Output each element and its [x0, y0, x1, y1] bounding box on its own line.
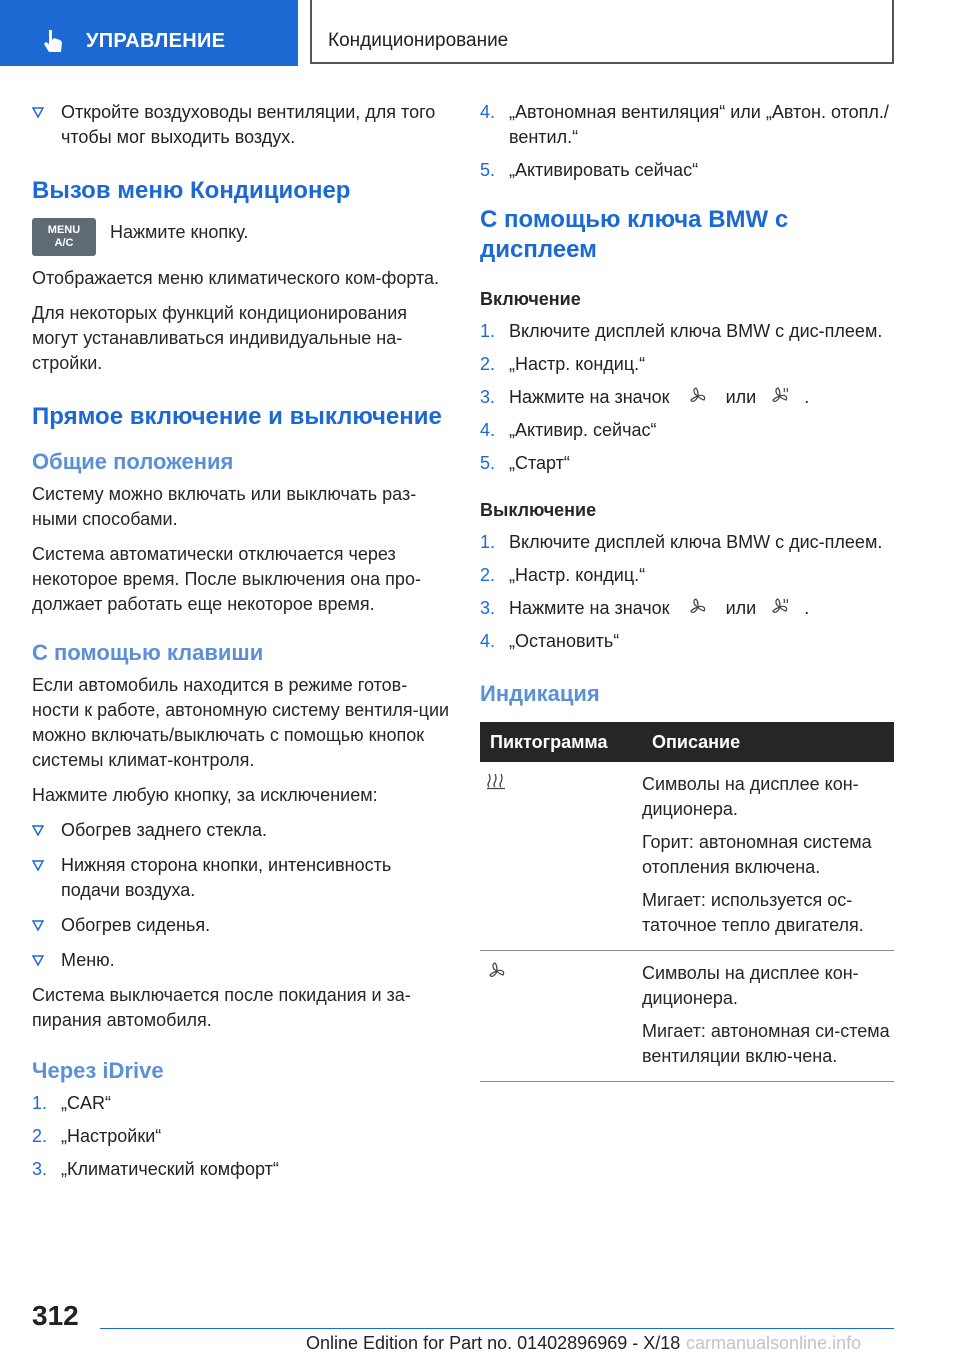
step-number: 2. [32, 1126, 48, 1146]
step-text-or: или [725, 387, 757, 407]
description-line: Горит: автономная система отопления включена. [642, 832, 872, 877]
list-item [32, 948, 452, 973]
step-text: Нажмите на значок [509, 598, 670, 618]
menu-button-line1: MENU [47, 224, 81, 236]
column-header-description: Описание [642, 722, 894, 762]
list-item-text: Меню. [61, 950, 115, 970]
step-text: „Настр. кондиц.“ [509, 565, 646, 585]
heading-idrive: Через iDrive [32, 1058, 164, 1083]
list-item [32, 853, 452, 903]
general-paragraph-2: Система автоматически отключается через некоторое время. После выключения она про-должает работать еще некоторое время. [32, 544, 421, 614]
description-line: Мигает: автономная си-стема вентиляции вклю-чена. [642, 1021, 890, 1066]
description-line: Символы на дисплее кон-диционера. [642, 774, 859, 819]
list-item [480, 530, 896, 555]
heading-general: Общие положения [32, 449, 234, 474]
step-text: „Остановить“ [509, 631, 620, 651]
list-item [32, 913, 452, 938]
key-paragraph-2: Нажмите любую кнопку, за исключением: [32, 785, 378, 805]
footer-divider [100, 1328, 894, 1329]
heating-icon [486, 772, 506, 790]
heading-key-bmw: С помощью ключа BMW с дисплеем [480, 206, 789, 263]
step-text: Включите дисплей ключа BMW с дис-плеем. [509, 532, 883, 552]
table-cell-description [642, 951, 894, 1082]
triangle-bullet-icon [32, 913, 46, 938]
step-text: „Активировать сейчас“ [509, 160, 699, 180]
step-number: 1. [480, 532, 496, 552]
step-text: „Автономная вентиляция“ или „Автон. отопл./вентил.“ [509, 102, 889, 147]
step-text: Включите дисплей ключа BMW с дис-плеем. [509, 321, 883, 341]
menu-paragraph-2: Для некоторых функций кондиционирования могут устанавливаться индивидуальные на-стройки. [32, 303, 408, 373]
heading-key: С помощью клавиши [32, 640, 264, 665]
ventilation-fan-icon [687, 597, 709, 617]
step-number: 4. [480, 102, 496, 122]
triangle-bullet-icon [32, 948, 46, 973]
heading-direct: Прямое включение и выключение [32, 403, 442, 430]
general-paragraph-1: Систему можно включать или выключать раз-ными способами. [32, 484, 417, 529]
step-number: 2. [480, 354, 496, 374]
hand-pointer-icon [40, 28, 66, 54]
key-paragraph-3: Система выключается после покидания и за-пирания автомобиля. [32, 985, 411, 1030]
list-item [480, 418, 896, 443]
triangle-bullet-icon [32, 853, 46, 878]
list-item [480, 563, 896, 588]
heading-off: Выключение [480, 500, 597, 520]
heading-indication: Индикация [480, 681, 600, 706]
intro-bullet-text: Откройте воздуховоды вентиляции, для того чтобы мог выходить воздух. [61, 102, 436, 147]
list-item-text: Нижняя сторона кнопки, интенсивность подачи воздуха. [61, 855, 392, 900]
list-item [480, 451, 896, 476]
step-text-end: . [804, 387, 810, 407]
list-item [480, 596, 896, 621]
section-tab [0, 0, 298, 66]
list-item-text: Обогрев заднего стекла. [61, 820, 268, 840]
step-number: 5. [480, 453, 496, 473]
table-cell-icon [480, 762, 642, 951]
description-line: Мигает: используется ос-таточное тепло двигателя. [642, 890, 864, 935]
list-item [480, 319, 896, 344]
table-row [480, 951, 894, 1082]
step-number: 5. [480, 160, 496, 180]
step-number: 3. [480, 387, 496, 407]
section-label: УПРАВЛЕНИЕ [86, 30, 226, 52]
description-line: Символы на дисплее кон-диционера. [642, 963, 859, 1008]
menu-button-line2: A/C [54, 237, 74, 249]
footer-watermark: carmanualsonline.info [686, 1333, 862, 1353]
step-number: 4. [480, 631, 496, 651]
right-column [480, 100, 896, 1082]
page-number: 312 [32, 1300, 79, 1331]
step-text-end: . [804, 598, 810, 618]
step-number: 3. [32, 1159, 48, 1179]
heading-on: Включение [480, 289, 581, 309]
list-item [480, 629, 896, 654]
list-item [480, 158, 896, 183]
step-text: „CAR“ [61, 1093, 111, 1113]
triangle-bullet-icon [32, 818, 46, 843]
chapter-title: Кондиционирование [328, 30, 509, 51]
list-item [32, 1124, 452, 1149]
ventilation-fan-icon [687, 386, 709, 406]
heating-fan-icon [769, 597, 791, 617]
table-cell-description [642, 762, 894, 951]
step-text: „Активир. сейчас“ [509, 420, 657, 440]
step-text: „Настройки“ [61, 1126, 162, 1146]
step-text: „Старт“ [509, 453, 570, 473]
indication-table [480, 722, 894, 1082]
step-text: „Настр. кондиц.“ [509, 354, 646, 374]
list-item [480, 100, 896, 150]
footer-edition: Online Edition for Part no. 01402896969 - X/18 [306, 1333, 681, 1353]
menu-paragraph-1: Отображается меню климатического ком-форта. [32, 268, 439, 288]
list-item [32, 1157, 452, 1182]
list-item [480, 385, 896, 410]
column-header-pictogram: Пиктограмма [480, 722, 642, 762]
list-item [480, 352, 896, 377]
key-paragraph-1: Если автомобиль находится в режиме готов-ности к работе, автономную систему вентиля-ции можно включать/выключать с помощью кнопок системы климат-контроля. [32, 675, 450, 770]
menu-ac-button-image [32, 218, 96, 256]
list-item [32, 1091, 452, 1116]
list-item-text: Обогрев сиденья. [61, 915, 211, 935]
step-number: 1. [32, 1093, 48, 1113]
step-number: 3. [480, 598, 496, 618]
step-number: 4. [480, 420, 496, 440]
heating-fan-icon [769, 386, 791, 406]
table-header-row [480, 722, 894, 762]
intro-bullet [32, 100, 452, 150]
step-number: 1. [480, 321, 496, 341]
table-row [480, 762, 894, 951]
heading-menu: Вызов меню Кондиционер [32, 177, 351, 204]
step-number: 2. [480, 565, 496, 585]
list-item [32, 818, 452, 843]
menu-button-row [32, 218, 452, 256]
ventilation-fan-icon [486, 961, 508, 981]
left-column [32, 100, 452, 1190]
chapter-header [310, 0, 894, 64]
step-text-or: или [725, 598, 757, 618]
table-cell-icon [480, 951, 642, 1082]
step-text: Нажмите на значок [509, 387, 670, 407]
step-text: „Климатический комфорт“ [61, 1159, 279, 1179]
triangle-bullet-icon [32, 100, 46, 125]
menu-press-text: Нажмите кнопку. [110, 222, 249, 242]
